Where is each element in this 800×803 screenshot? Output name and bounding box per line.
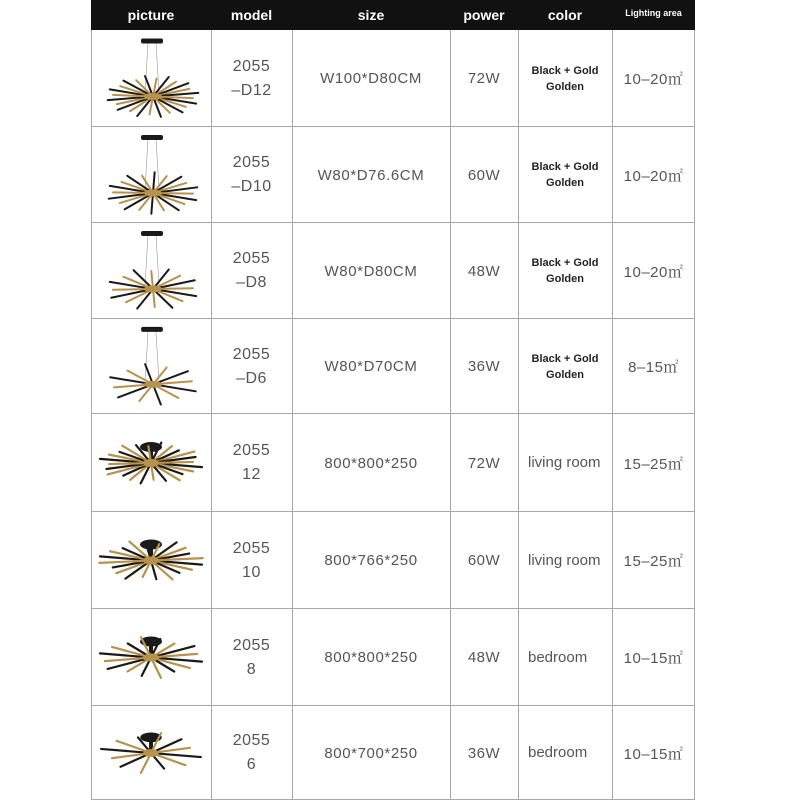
color-cell: Black + Gold Golden bbox=[531, 352, 599, 381]
lighting-area-cell: 8–15㎡ bbox=[628, 359, 679, 376]
pendant-chandelier-icon bbox=[93, 129, 209, 221]
color-cell: Black + Gold Golden bbox=[531, 161, 599, 189]
header-lighting-area: Lighting area bbox=[625, 8, 682, 18]
ceiling-chandelier-icon bbox=[93, 611, 209, 704]
lighting-area-cell: 10–20㎡ bbox=[623, 167, 684, 185]
model-cell: 2055 –D8 bbox=[232, 250, 271, 291]
power-cell: 36W bbox=[467, 744, 501, 762]
color-cell: bedroom bbox=[528, 744, 588, 761]
color-cell: bedroom bbox=[528, 648, 588, 666]
size-cell: 800*766*250 bbox=[324, 552, 418, 569]
power-cell: 60W bbox=[467, 552, 501, 569]
power-cell: 60W bbox=[467, 166, 501, 184]
table-header bbox=[91, 0, 695, 30]
product-spec-table bbox=[91, 0, 695, 800]
power-cell: 48W bbox=[467, 649, 501, 666]
ceiling-chandelier-icon bbox=[93, 708, 209, 798]
pendant-chandelier-icon bbox=[93, 32, 209, 125]
size-cell: 800*700*250 bbox=[324, 744, 418, 762]
lighting-area-cell: 10–15㎡ bbox=[623, 745, 684, 763]
lighting-area-cell: 15–25㎡ bbox=[623, 455, 684, 473]
pendant-chandelier-icon bbox=[93, 321, 209, 412]
grid-vline bbox=[91, 30, 92, 800]
model-cell: 2055 10 bbox=[232, 539, 271, 581]
power-cell: 72W bbox=[467, 70, 501, 87]
ceiling-chandelier-icon bbox=[93, 514, 209, 607]
size-cell: W80*D70CM bbox=[324, 358, 418, 375]
power-cell: 36W bbox=[467, 358, 501, 375]
model-cell: 2055 –D10 bbox=[231, 154, 272, 195]
lighting-area-cell: 10–20㎡ bbox=[623, 263, 684, 281]
color-cell: living room bbox=[528, 454, 601, 471]
color-cell: Black + Gold Golden bbox=[531, 64, 599, 93]
color-cell: living room bbox=[528, 551, 601, 569]
header-power: power bbox=[463, 7, 505, 23]
lighting-area-cell: 10–15㎡ bbox=[623, 650, 684, 667]
power-cell: 72W bbox=[467, 454, 501, 472]
size-cell: W100*D80CM bbox=[320, 70, 422, 87]
model-cell: 2055 –D12 bbox=[231, 57, 272, 99]
header-model: model bbox=[230, 7, 273, 23]
model-cell: 2055 8 bbox=[232, 636, 271, 678]
lighting-area-cell: 15–25㎡ bbox=[623, 553, 684, 570]
model-cell: 2055 6 bbox=[232, 732, 271, 773]
size-cell: 800*800*250 bbox=[324, 649, 418, 666]
model-cell: 2055 12 bbox=[232, 442, 271, 483]
header-color: color bbox=[547, 7, 583, 23]
power-cell: 48W bbox=[467, 262, 501, 280]
lighting-area-cell: 10–20㎡ bbox=[623, 71, 684, 88]
size-cell: 800*800*250 bbox=[324, 454, 418, 472]
size-cell: W80*D76.6CM bbox=[317, 166, 425, 184]
header-picture: picture bbox=[127, 7, 175, 23]
header-size: size bbox=[357, 7, 385, 23]
size-cell: W80*D80CM bbox=[324, 262, 418, 280]
color-cell: Black + Gold Golden bbox=[531, 257, 599, 285]
ceiling-chandelier-icon bbox=[93, 416, 209, 510]
model-cell: 2055 –D6 bbox=[232, 345, 271, 387]
pendant-chandelier-icon bbox=[93, 225, 209, 317]
